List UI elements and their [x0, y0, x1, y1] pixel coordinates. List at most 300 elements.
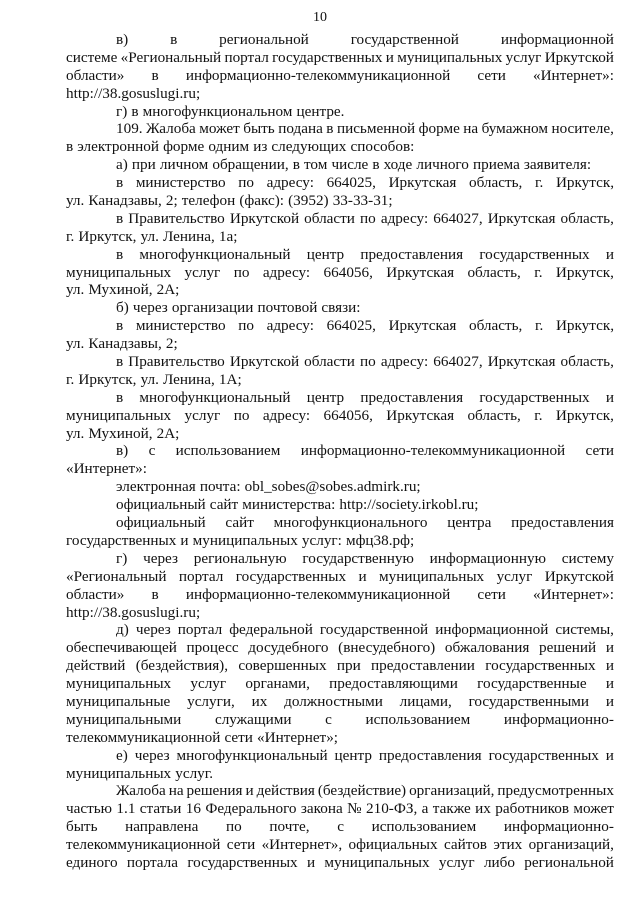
word: способов:	[350, 138, 415, 156]
word: ул.	[66, 335, 85, 353]
word: использованием	[371, 818, 477, 836]
word: организаций,	[409, 782, 495, 800]
word: муниципальных	[66, 764, 172, 782]
word: ул.	[66, 281, 85, 299]
text-line	[66, 496, 614, 514]
text-line	[66, 747, 614, 765]
word: Ленина,	[162, 227, 215, 245]
word: 1А;	[218, 370, 242, 388]
word: в	[116, 209, 124, 227]
word: многофункциональный	[139, 388, 291, 406]
word: через	[132, 299, 168, 317]
word: системе	[66, 48, 118, 66]
word: Иркутской	[544, 567, 614, 585]
word: информационной	[500, 31, 614, 48]
word: форме	[163, 138, 205, 156]
word: предусмотренных	[497, 782, 614, 800]
word: Иркутская	[388, 317, 457, 335]
word: через	[143, 549, 178, 567]
word: и	[605, 639, 614, 657]
word: государственных	[479, 245, 590, 263]
word: в	[151, 585, 159, 603]
word: государственными	[468, 692, 590, 710]
text-line	[66, 192, 614, 210]
word: 1а;	[218, 227, 238, 245]
text-line	[66, 675, 614, 693]
word: совершенных	[238, 657, 327, 675]
word: использованием	[365, 710, 471, 728]
document-body	[66, 31, 614, 872]
word: центр	[306, 388, 345, 406]
word: связи:	[321, 299, 361, 317]
text-line	[66, 317, 614, 335]
word: организаций,	[528, 836, 614, 854]
word: информационно-	[503, 710, 614, 728]
word: почте,	[269, 818, 310, 836]
word: 2А;	[156, 281, 180, 299]
word: муниципальными	[66, 710, 182, 728]
word: действия	[256, 782, 315, 800]
word: через	[134, 746, 170, 764]
word: предоставления	[378, 746, 482, 764]
word: обеспечивающей	[66, 639, 177, 657]
text-line	[66, 371, 614, 389]
word: область,	[468, 317, 523, 335]
word: г)	[116, 549, 128, 567]
word: личного	[416, 156, 469, 174]
word: их	[251, 692, 268, 710]
word: в	[151, 66, 159, 84]
word: (бездействие)	[317, 782, 407, 800]
word: область,	[560, 353, 614, 371]
word: следующих	[271, 138, 347, 156]
word: министерство	[135, 174, 226, 192]
word: адресу:	[262, 406, 311, 424]
word: 664056,	[323, 406, 373, 424]
word: в	[292, 156, 300, 174]
word: г.	[534, 263, 543, 281]
word: государственную	[302, 549, 414, 567]
word: также	[432, 800, 471, 818]
word: быть	[66, 818, 98, 836]
word: услуги,	[187, 692, 235, 710]
word: государственных	[235, 567, 347, 585]
text-line	[66, 120, 614, 138]
word: и	[605, 245, 614, 263]
word: государственной	[319, 621, 429, 639]
word: и	[605, 657, 614, 675]
word: Мухиной,	[88, 424, 153, 442]
word: по	[233, 406, 250, 424]
word: и	[605, 692, 614, 710]
word: Ленина,	[162, 370, 215, 388]
word: в	[372, 156, 380, 174]
word: работников	[495, 800, 570, 818]
text-line	[66, 425, 614, 443]
word: сети	[477, 585, 506, 603]
word: из	[253, 138, 268, 156]
word: в	[116, 317, 124, 335]
word: центре.	[296, 102, 345, 120]
word: форме	[418, 120, 460, 138]
text-line	[66, 800, 614, 818]
word: официальный	[116, 496, 206, 514]
word: сайт	[225, 514, 254, 532]
word: органами,	[245, 675, 310, 693]
word: Правительство	[128, 353, 225, 371]
word: и	[605, 746, 614, 764]
text-line	[66, 621, 614, 639]
word: д)	[116, 621, 129, 639]
word: «Региональный	[66, 567, 167, 585]
word: 16	[185, 800, 201, 818]
word: досудебного	[248, 639, 329, 657]
text-line	[66, 67, 614, 85]
word: мфц38.рф;	[345, 531, 415, 549]
word: портала	[126, 853, 179, 871]
word: 664027,	[433, 353, 483, 371]
text-line	[66, 264, 614, 282]
word: государственных	[485, 657, 596, 675]
word: многофункциональном	[142, 102, 293, 120]
word: услуг:	[301, 531, 342, 549]
word: носителе,	[551, 120, 614, 138]
word: обращении,	[212, 156, 289, 174]
word: заявителя:	[523, 156, 592, 174]
word: в	[116, 245, 124, 263]
word: их	[475, 800, 491, 818]
text-line	[66, 103, 614, 121]
word: информационно-телекоммуникационной	[185, 585, 451, 603]
word: область,	[468, 174, 523, 192]
word: Жалоба	[116, 782, 166, 800]
word: 664025,	[326, 317, 376, 335]
word: портал	[178, 567, 224, 585]
word: одним	[208, 138, 250, 156]
text-line	[66, 639, 614, 657]
word: портал	[224, 48, 269, 66]
text-line	[66, 460, 614, 478]
word: с	[337, 818, 344, 836]
word: муниципальных	[66, 406, 172, 424]
word: «Интернет»;	[257, 728, 339, 746]
word: информационную	[429, 549, 546, 567]
word: услуг.	[175, 764, 214, 782]
text-line	[66, 299, 614, 317]
text-line	[66, 532, 614, 550]
word: и	[306, 853, 316, 871]
word: электронной	[77, 138, 159, 156]
text-line	[66, 514, 614, 532]
word: при	[131, 156, 156, 174]
word: почта:	[199, 478, 241, 496]
word: министерства:	[242, 496, 336, 514]
word: Мухиной,	[88, 281, 153, 299]
word: и	[605, 675, 614, 693]
text-line	[66, 765, 614, 783]
word: Иркутск,	[555, 406, 614, 424]
page-number: 10	[313, 10, 327, 25]
word: в)	[116, 442, 129, 460]
word: и	[385, 48, 394, 66]
word: адресу:	[266, 317, 314, 335]
word: информационной	[435, 621, 549, 639]
word: ул.	[140, 227, 159, 245]
word: в	[170, 31, 178, 48]
word: область,	[560, 209, 614, 227]
word: области»	[66, 585, 125, 603]
word: единого	[66, 853, 118, 871]
word: сайт	[209, 496, 239, 514]
word: в	[116, 353, 124, 371]
word: муниципальных	[324, 853, 430, 871]
word: информационно-телекоммуникационной	[185, 66, 451, 84]
word: а)	[116, 156, 128, 174]
word: может	[573, 800, 614, 818]
text-line	[66, 818, 614, 836]
word: услуг	[184, 406, 221, 424]
word: по	[226, 818, 242, 836]
word: Иркутская	[388, 174, 457, 192]
word: региональную	[193, 549, 287, 567]
word: быть	[243, 120, 275, 138]
word: г.	[534, 174, 544, 192]
text-line	[66, 442, 614, 460]
word: систему	[561, 549, 614, 567]
word: телекоммуникационной	[66, 836, 221, 854]
word: в	[66, 138, 74, 156]
word: 1.1	[116, 800, 136, 818]
word: многофункционального	[273, 514, 428, 532]
word: с	[325, 710, 332, 728]
word: через	[135, 621, 171, 639]
word: по	[238, 317, 254, 335]
word: г.	[66, 227, 75, 245]
word: на	[168, 782, 184, 800]
word: государственных	[187, 853, 298, 871]
word: 664027,	[433, 209, 483, 227]
word: по	[238, 174, 254, 192]
text-line	[66, 854, 614, 872]
word: муниципальных	[192, 531, 298, 549]
word: электронная	[116, 478, 196, 496]
word: центра	[447, 514, 492, 532]
word: предоставления	[511, 514, 614, 532]
word: 210-ФЗ,	[366, 800, 418, 818]
word: №	[347, 800, 362, 818]
word: почтовой	[257, 299, 318, 317]
text-line	[66, 281, 614, 299]
word: г.	[534, 406, 543, 424]
text-line	[66, 568, 614, 586]
word: сети	[226, 836, 256, 854]
text-line	[66, 586, 614, 604]
word: государственной	[350, 31, 459, 48]
text-line	[66, 604, 614, 622]
word: 664056,	[323, 263, 373, 281]
text-line	[66, 711, 614, 729]
word: статьи	[139, 800, 182, 818]
word: и	[358, 567, 367, 585]
word: государственных	[488, 746, 599, 764]
word: муниципальных	[66, 263, 172, 281]
word: «Интернет»:	[66, 460, 147, 478]
word: «Интернет»:	[533, 585, 614, 603]
word: область,	[467, 263, 521, 281]
word: Правительство	[128, 209, 225, 227]
word: по	[360, 209, 376, 227]
word: подана	[278, 120, 323, 138]
word: предоставления	[360, 245, 464, 263]
word: услуг	[184, 263, 221, 281]
word: и	[245, 782, 254, 800]
text-line	[66, 31, 614, 49]
word: закона	[300, 800, 343, 818]
word: официальный	[116, 514, 206, 532]
word: письменной	[336, 120, 416, 138]
word: Жалоба	[146, 120, 196, 138]
word: услуг	[496, 567, 533, 585]
word: (внесудебного)	[338, 639, 436, 657]
word: организации	[171, 299, 254, 317]
word: Федерального	[205, 800, 297, 818]
word: направлена	[125, 818, 199, 836]
word: ул.	[66, 424, 85, 442]
text-line	[66, 407, 614, 425]
word: том	[303, 156, 328, 174]
word: служащими	[214, 710, 292, 728]
word: Иркутск,	[78, 227, 137, 245]
word: в	[116, 388, 124, 406]
word: сети	[477, 66, 506, 84]
word: телекоммуникационной	[66, 728, 221, 746]
word: области	[304, 353, 355, 371]
word: этих	[493, 836, 523, 854]
word: региональной	[524, 853, 614, 871]
word: лицами,	[399, 692, 452, 710]
word: государственные	[477, 675, 587, 693]
text-line	[66, 156, 614, 174]
word: Иркутск,	[555, 263, 614, 281]
text-line	[66, 210, 614, 228]
word: в)	[116, 31, 129, 48]
word: б)	[116, 299, 129, 317]
word: Иркутск,	[555, 317, 614, 335]
word: сайтов	[443, 836, 487, 854]
word: действий	[66, 657, 126, 675]
word: федеральной	[229, 621, 313, 639]
word: (факс):	[239, 192, 285, 210]
text-line	[66, 550, 614, 568]
word: в	[116, 174, 124, 192]
word: Иркутской	[544, 48, 614, 66]
word: obl_sobes@sobes.admirk.ru;	[244, 478, 421, 496]
word: 664025,	[326, 174, 376, 192]
word: Канадзавы,	[88, 335, 162, 353]
word: Иркутск,	[78, 370, 137, 388]
text-line	[66, 138, 614, 156]
word: центр	[306, 245, 345, 263]
text-line	[66, 836, 614, 854]
word: 2А;	[156, 424, 180, 442]
word: портал	[177, 621, 223, 639]
word: муниципальных	[397, 48, 503, 66]
word: системы,	[555, 621, 614, 639]
word: 2;	[165, 192, 178, 210]
word: числе	[331, 156, 369, 174]
word: бумажном	[481, 120, 548, 138]
word: «Интернет»:	[533, 66, 614, 84]
word: а	[421, 800, 429, 818]
word: адресу:	[380, 209, 429, 227]
word: Иркутская	[386, 406, 455, 424]
text-line	[66, 174, 614, 192]
word: е)	[116, 746, 128, 764]
word: личном	[159, 156, 209, 174]
word: Иркутской	[229, 209, 300, 227]
word: Иркутской	[229, 353, 300, 371]
word: области»	[66, 66, 125, 84]
word: предоставления	[360, 388, 464, 406]
word: Иркутская	[487, 209, 556, 227]
word: предоставлении	[371, 657, 475, 675]
word: области	[304, 209, 355, 227]
word: многофункциональный	[139, 245, 291, 263]
word: информационно-телекоммуникационной	[300, 442, 566, 460]
word: в	[131, 102, 139, 120]
word: предоставляющими	[329, 675, 458, 693]
word: обжалования	[444, 639, 530, 657]
word: Иркутск,	[555, 174, 614, 192]
word: приема	[472, 156, 520, 174]
word: и	[180, 531, 189, 549]
word: «Региональный	[120, 48, 222, 66]
text-line	[66, 353, 614, 371]
word: официальных	[348, 836, 438, 854]
text-line	[66, 228, 614, 246]
word: процесс	[186, 639, 239, 657]
text-line	[66, 478, 614, 496]
word: ходе	[383, 156, 413, 174]
word: «Интернет»,	[261, 836, 343, 854]
word: многофункциональный	[176, 746, 328, 764]
word: адресу:	[380, 353, 429, 371]
word: Канадзавы,	[88, 192, 162, 210]
word: 2;	[165, 335, 178, 353]
word: http://38.gosuslugi.ru;	[66, 84, 201, 102]
text-line	[66, 335, 614, 353]
word: Иркутская	[487, 353, 556, 371]
word: при	[336, 657, 361, 675]
word: (бездействия),	[135, 657, 229, 675]
text-line	[66, 693, 614, 711]
word: региональной	[219, 31, 309, 48]
word: государственных	[66, 531, 177, 549]
word: сети	[224, 728, 253, 746]
word: решения	[186, 782, 243, 800]
word: адресу:	[266, 174, 314, 192]
word: может	[199, 120, 240, 138]
word: государственных	[479, 388, 590, 406]
word: область,	[467, 406, 521, 424]
word: телефон	[181, 192, 236, 210]
word: частью	[66, 800, 113, 818]
word: г)	[116, 102, 128, 120]
word: 109.	[116, 120, 143, 138]
text-line	[66, 729, 614, 747]
text-line	[66, 782, 614, 800]
text-line	[66, 85, 614, 103]
